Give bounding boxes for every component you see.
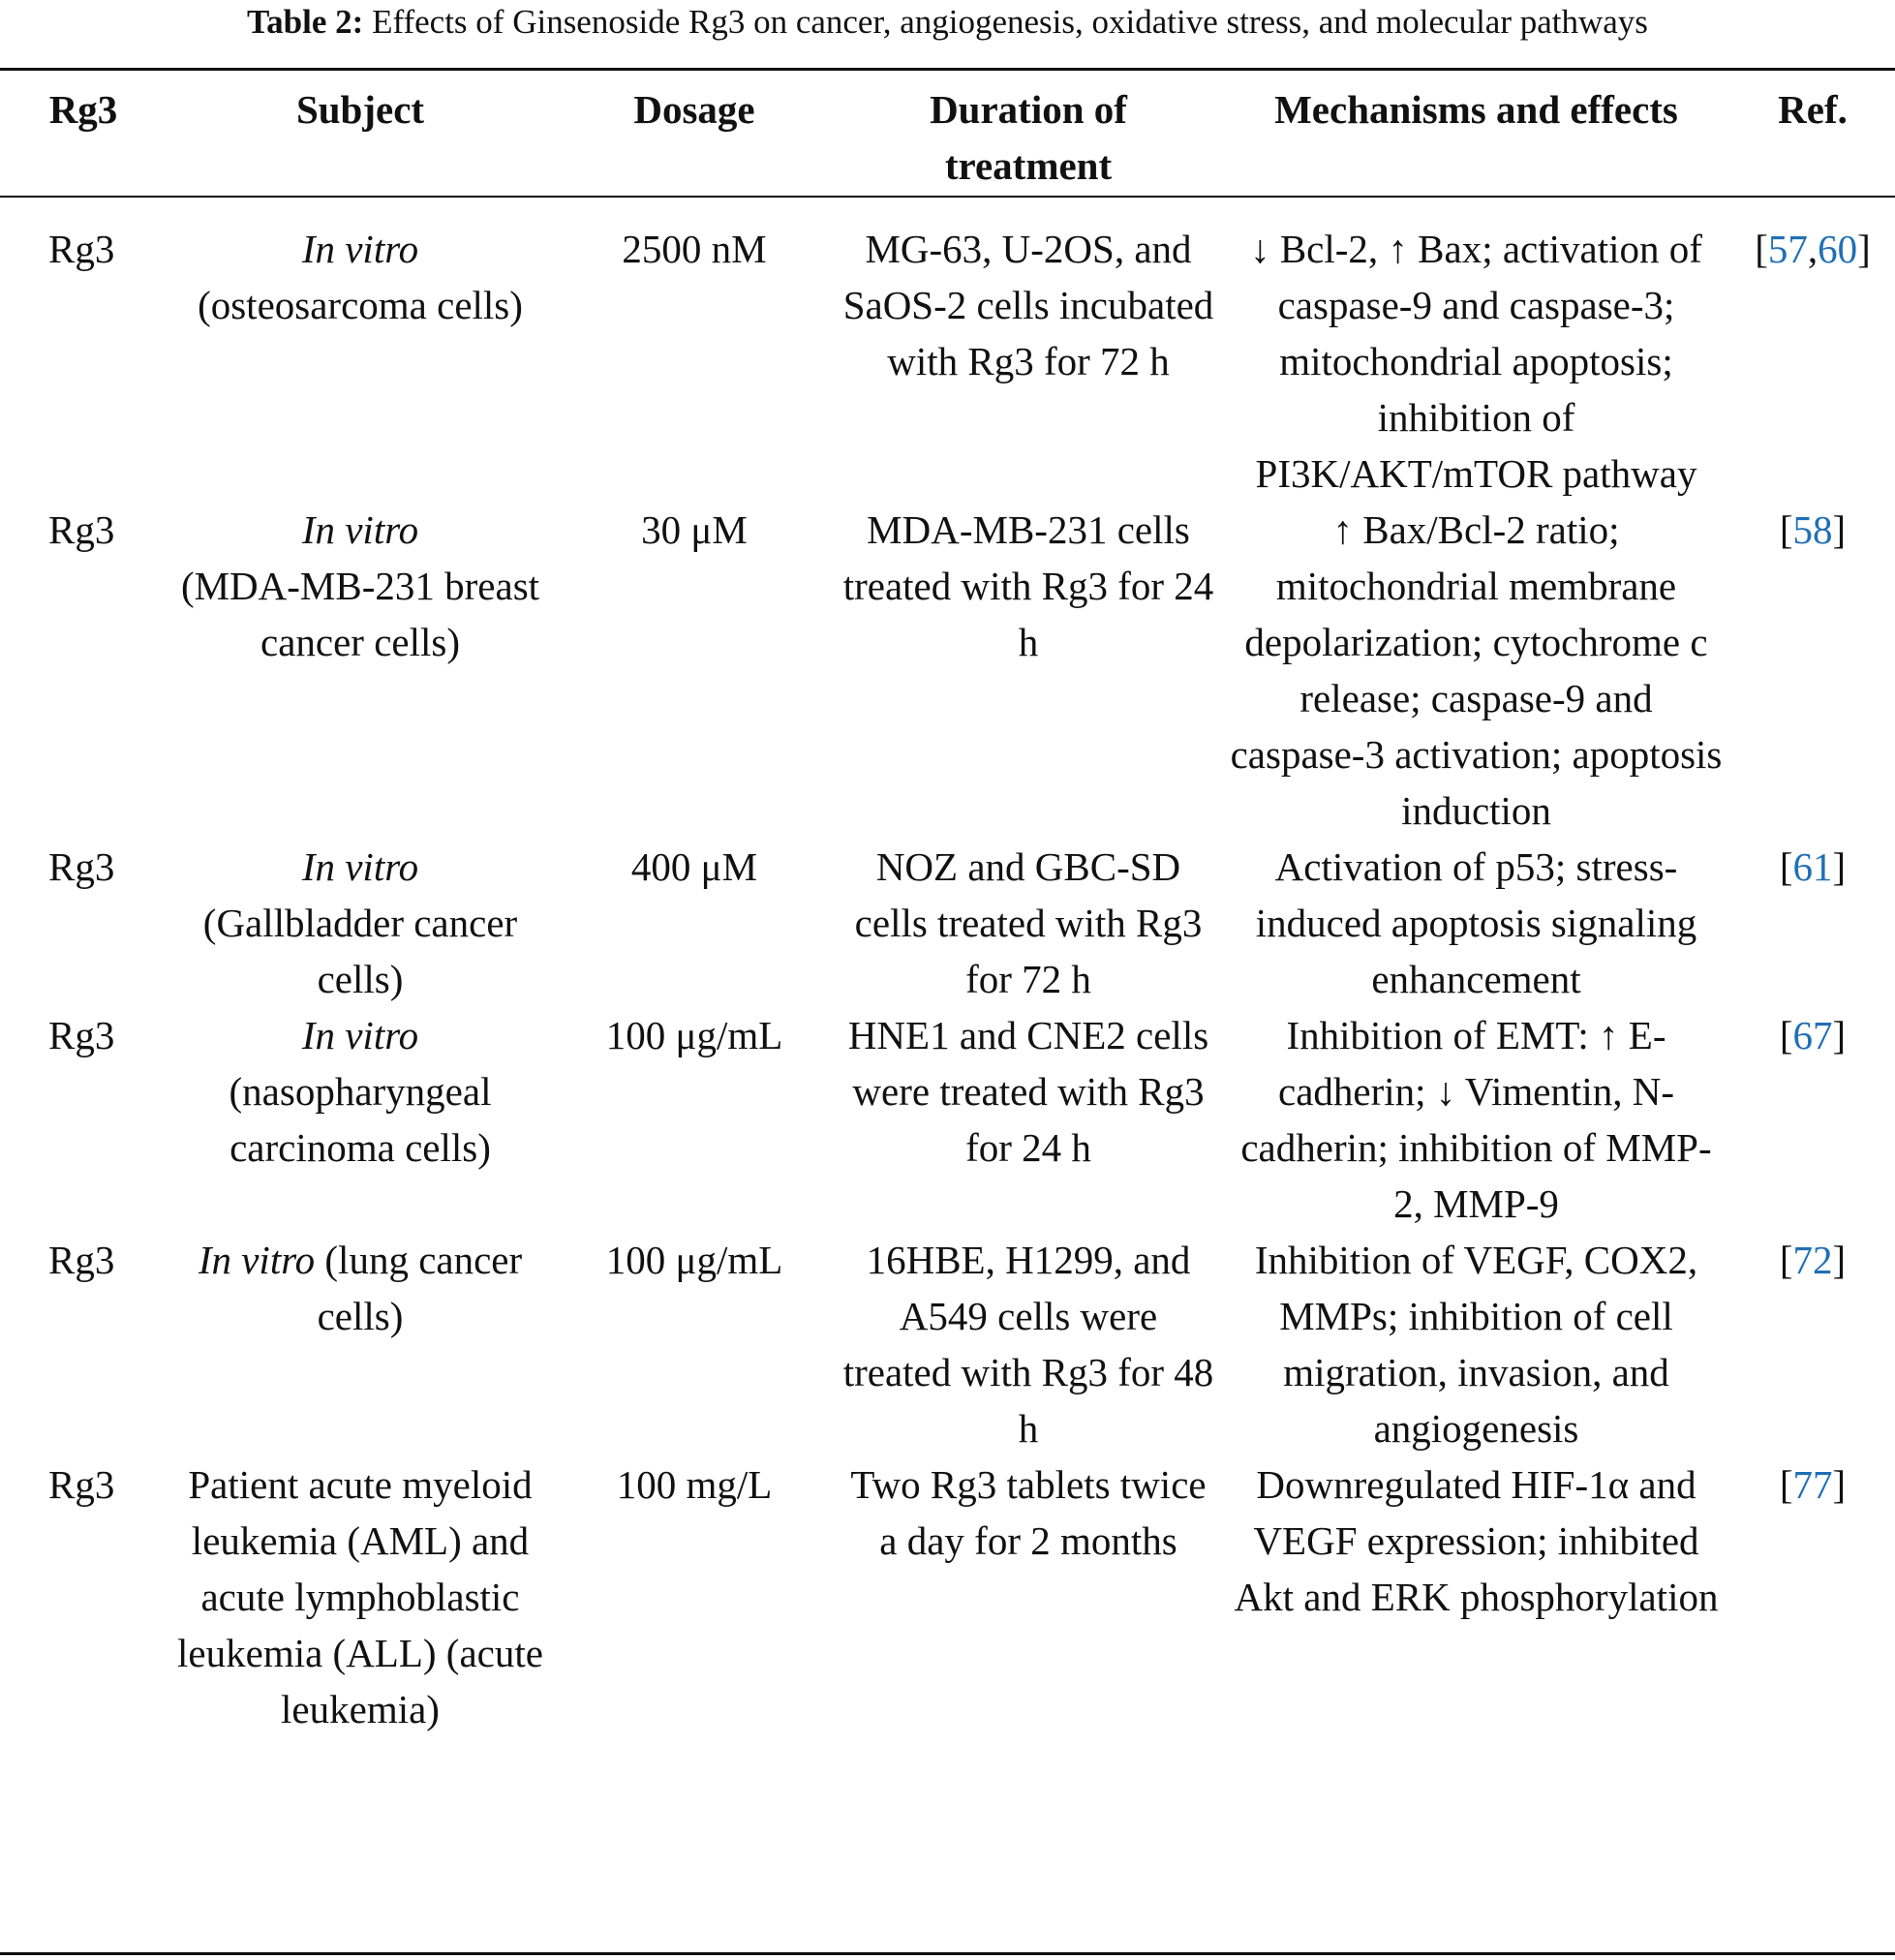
cell-rg3: Rg3	[48, 1013, 115, 1057]
ref-bracket-close: ]	[1832, 1462, 1847, 1507]
cell-dosage: 100 μg/mL	[605, 1238, 783, 1282]
cell-ref	[1730, 839, 1895, 1007]
ref-bracket-open: [	[1779, 844, 1793, 889]
ref-link[interactable]: 61	[1792, 844, 1833, 889]
cell-subject	[167, 502, 554, 839]
cell-dosage: 100 mg/L	[616, 1462, 773, 1507]
cell-subject	[167, 1232, 554, 1456]
cell-mechanisms: Activation of p53; stress-induced apoptosis signaling enhancement	[1255, 844, 1697, 1001]
cell-subject	[167, 1007, 554, 1232]
ref-bracket-close: ]	[1832, 844, 1847, 889]
caption-text: Effects of Ginsenoside Rg3 on cancer, angiogenesis, oxidative stress, and molecular pathways	[363, 3, 1648, 41]
ref-bracket-close: ]	[1832, 1238, 1847, 1282]
header-mechanisms: Mechanisms and effects	[1274, 87, 1678, 132]
header-dosage: Dosage	[633, 87, 755, 132]
table-row	[0, 1232, 1895, 1456]
ref-bracket-open: [	[1779, 1238, 1793, 1282]
ref-link[interactable]: 60	[1818, 227, 1858, 271]
table-row	[0, 1007, 1895, 1232]
ref-bracket-close: ]	[1857, 227, 1871, 271]
cell-ref	[1730, 205, 1895, 502]
cell-ref	[1730, 502, 1895, 839]
cell-rg3: Rg3	[48, 1238, 115, 1282]
subject-rest: (osteosarcoma cells)	[198, 283, 523, 327]
cell-subject	[167, 839, 554, 1007]
cell-duration: MDA-MB-231 cells treated with Rg3 for 24 h	[842, 507, 1214, 664]
header-duration: Duration of treatment	[930, 87, 1127, 188]
subject-rest: (Gallbladder cancer cells)	[202, 901, 518, 1001]
cell-duration: HNE1 and CNE2 cells were treated with Rg3 for 24 h	[847, 1013, 1209, 1170]
subject-rest: (lung cancer cells)	[315, 1238, 523, 1338]
cell-subject	[167, 205, 554, 502]
cell-rg3: Rg3	[48, 844, 115, 889]
subject-italic: In vitro	[301, 507, 419, 552]
header-rg3: Rg3	[48, 87, 118, 132]
cell-duration: 16HBE, H1299, and A549 cells were treated with Rg3 for 48 h	[842, 1238, 1214, 1451]
ref-bracket-close: ]	[1832, 1013, 1847, 1057]
cell-mechanisms: Inhibition of VEGF, COX2, MMPs; inhibition of cell migration, invasion, and angiogenesis	[1254, 1238, 1698, 1451]
cell-ref	[1730, 1007, 1895, 1232]
cell-mechanisms: ↑ Bax/Bcl-2 ratio; mitochondrial membrane depolarization; cytochrome c release; caspase-9 and caspase-3 activation; apoptosis induction	[1230, 507, 1723, 833]
cell-dosage: 2500 nM	[622, 227, 767, 271]
subject-italic: In vitro	[301, 1013, 419, 1057]
ref-bracket-open: [	[1779, 507, 1793, 552]
table-caption	[0, 0, 1895, 43]
effects-table	[0, 72, 1895, 1737]
table-row	[0, 1456, 1895, 1737]
cell-mechanisms: Downregulated HIF-1α and VEGF expression; inhibited Akt and ERK phosphorylation	[1234, 1462, 1719, 1619]
subject-italic: In vitro	[301, 227, 419, 271]
cell-ref	[1730, 1456, 1895, 1737]
top-rule	[0, 68, 1895, 71]
ref-link[interactable]: 58	[1792, 507, 1833, 552]
subject-rest: (nasopharyngeal carcinoma cells)	[229, 1069, 492, 1170]
header-ref: Ref.	[1778, 87, 1848, 132]
bottom-rule	[0, 1952, 1895, 1955]
cell-rg3: Rg3	[48, 227, 115, 271]
caption-label: Table 2:	[247, 3, 364, 41]
header-row	[0, 72, 1895, 205]
cell-dosage: 400 μM	[630, 844, 758, 889]
ref-separator: ,	[1807, 227, 1819, 271]
cell-duration: MG-63, U-2OS, and SaOS-2 cells incubated with Rg3 for 72 h	[842, 227, 1214, 383]
ref-link[interactable]: 67	[1792, 1013, 1833, 1057]
ref-link[interactable]: 77	[1792, 1462, 1833, 1507]
ref-bracket-open: [	[1779, 1013, 1793, 1057]
ref-link[interactable]: 57	[1767, 227, 1808, 271]
table-row	[0, 205, 1895, 502]
cell-dosage: 30 μM	[641, 507, 748, 552]
table-row	[0, 839, 1895, 1007]
subject-italic: In vitro	[301, 844, 419, 889]
cell-ref	[1730, 1232, 1895, 1456]
cell-dosage: 100 μg/mL	[605, 1013, 783, 1057]
cell-rg3: Rg3	[48, 507, 115, 552]
table-row	[0, 502, 1895, 839]
cell-duration: NOZ and GBC-SD cells treated with Rg3 for 72 h	[854, 844, 1203, 1001]
cell-duration: Two Rg3 tablets twice a day for 2 months	[850, 1462, 1207, 1563]
ref-bracket-open: [	[1779, 1462, 1793, 1507]
cell-mechanisms: Inhibition of EMT: ↑ E-cadherin; ↓ Vimentin, N-cadherin; inhibition of MMP-2, MMP-9	[1240, 1013, 1712, 1226]
cell-subject: Patient acute myeloid leukemia (AML) and acute lymphoblastic leukemia (ALL) (acute leukemia)	[177, 1462, 543, 1731]
ref-bracket-close: ]	[1832, 507, 1847, 552]
cell-mechanisms: ↓ Bcl-2, ↑ Bax; activation of caspase-9 and caspase-3; mitochondrial apoptosis; inhibition of PI3K/AKT/mTOR pathway	[1250, 227, 1702, 496]
subject-italic: In vitro	[198, 1238, 316, 1282]
ref-link[interactable]: 72	[1792, 1238, 1833, 1282]
ref-bracket-open: [	[1755, 227, 1768, 271]
cell-rg3: Rg3	[48, 1462, 115, 1507]
subject-rest: (MDA-MB-231 breast cancer cells)	[180, 564, 540, 664]
header-subject: Subject	[295, 87, 425, 132]
